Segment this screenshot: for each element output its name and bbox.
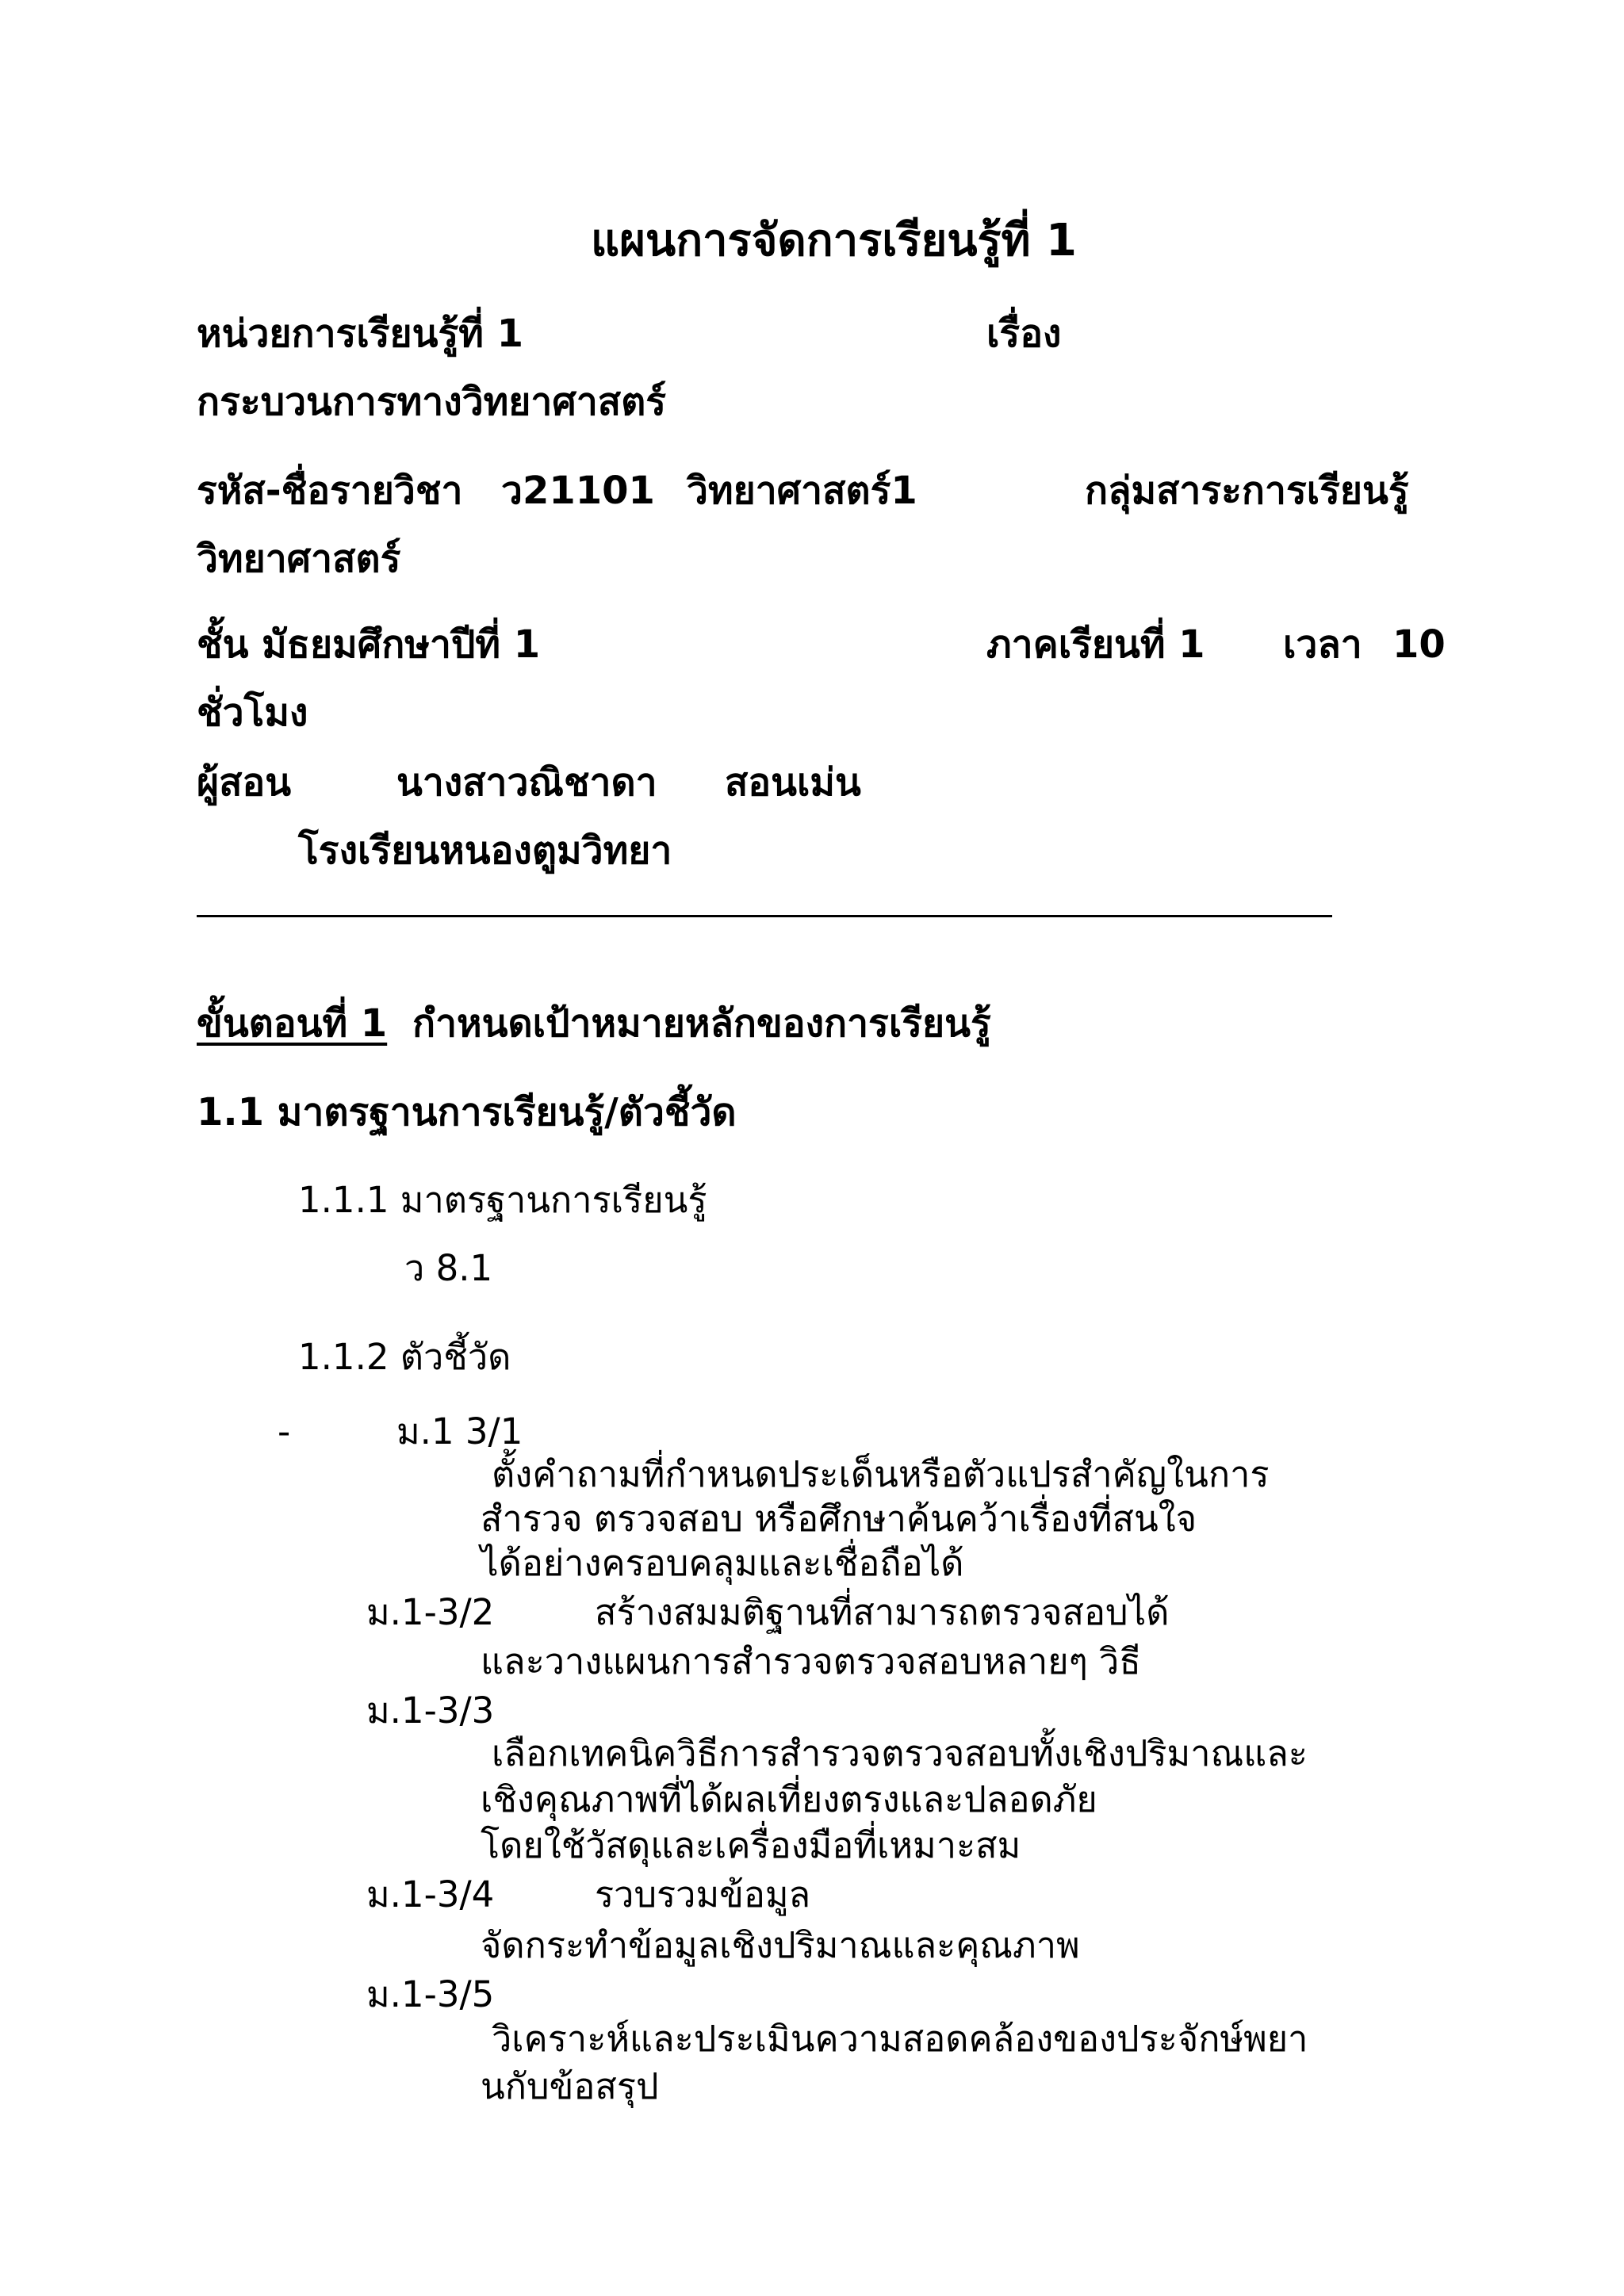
indicator-2-line-2: และวางแผนการสำรวจตรวจสอบหลายๆ วิธี xyxy=(481,1640,1141,1682)
indicator-code-3: ม.1-3/3 xyxy=(366,1689,495,1732)
indicator-1-line-2: สำรวจ ตรวจสอบ หรือศึกษาค้นคว้าเรื่องที่สนใจ xyxy=(481,1498,1197,1540)
header-divider xyxy=(197,915,1332,917)
semester: ภาคเรียนที่ 1 xyxy=(986,622,1205,667)
course-name: วิทยาศาสตร์1 xyxy=(687,469,917,513)
teacher-name: นางสาวณิชาดา xyxy=(396,760,657,805)
sub-1-1-1-heading: 1.1.1 มาตรฐานการเรียนรู้ xyxy=(298,1179,707,1221)
teacher-label: ผู้สอน xyxy=(197,760,292,805)
indicator-3-line-2: เชิงคุณภาพที่ได้ผลเที่ยงตรงและปลอดภัย xyxy=(481,1778,1097,1820)
section-1-1-heading: 1.1 มาตรฐานการเรียนรู้/ตัวชี้วัด xyxy=(197,1090,737,1135)
subject-group-value: วิทยาศาสตร์ xyxy=(197,537,401,581)
topic-value: กระบวนการทางวิทยาศาสตร์ xyxy=(197,380,667,424)
indicator-3-line-1: เลือกเทคนิควิธีการสำรวจตรวจสอบทั้งเชิงปริมาณและ xyxy=(492,1732,1308,1774)
indicator-code-4: ม.1-3/4 xyxy=(366,1873,495,1915)
step1-text: กำหนดเป้าหมายหลักของการเรียนรู้ xyxy=(412,1001,991,1046)
school-name: โรงเรียนหนองตูมวิทยา xyxy=(298,828,672,873)
course-code-label: รหัส-ชื่อรายวิชา xyxy=(197,469,463,513)
indicator-code-1: ม.1 3/1 xyxy=(396,1410,523,1452)
standard-value: ว 8.1 xyxy=(404,1247,493,1289)
sub-1-1-2-heading: 1.1.2 ตัวชี้วัด xyxy=(298,1336,511,1378)
indicator-code-2: ม.1-3/2 xyxy=(366,1591,495,1633)
list-dash: - xyxy=(278,1410,291,1452)
unit-label: หน่วยการเรียนรู้ที่ 1 xyxy=(197,312,523,356)
indicator-1-line-3: ได้อย่างครอบคลุมและเชื่อถือได้ xyxy=(481,1542,964,1584)
indicator-5-line-2: นกับข้อสรุป xyxy=(481,2065,659,2107)
indicator-4-line-2: จัดกระทำข้อมูลเชิงปริมาณและคุณภาพ xyxy=(481,1924,1080,1966)
grade: ชั้น มัธยมศึกษาปีที่ 1 xyxy=(197,622,541,667)
time-unit: ชั่วโมง xyxy=(197,691,308,735)
course-code: ว21101 xyxy=(501,469,655,513)
time-label: เวลา xyxy=(1283,622,1362,667)
step1-label: ขั้นตอนที่ 1 xyxy=(197,1001,388,1046)
time-value: 10 xyxy=(1392,622,1446,667)
subject-group-label: กลุ่มสาระการเรียนรู้ xyxy=(1085,469,1409,513)
indicator-code-5: ม.1-3/5 xyxy=(366,1973,495,2015)
indicator-1-line-1: ตั้งคำถามที่กำหนดประเด็นหรือตัวแปรสำคัญในการ xyxy=(492,1453,1270,1495)
indicator-5-line-1: วิเคราะห์และประเมินความสอดคล้องของประจักษ์พยา xyxy=(492,2018,1308,2060)
teacher-surname: สอนเม่น xyxy=(725,760,861,805)
indicator-3-line-3: โดยใช้วัสดุและเครื่องมือที่เหมาะสม xyxy=(481,1824,1021,1866)
topic-label: เรื่อง xyxy=(986,312,1062,356)
indicator-4-line-1: รวบรวมข้อมูล xyxy=(595,1873,811,1915)
document-title: แผนการจัดการเรียนรู้ที่ 1 xyxy=(591,215,1077,266)
indicator-2-line-1: สร้างสมมติฐานที่สามารถตรวจสอบได้ xyxy=(595,1591,1170,1633)
